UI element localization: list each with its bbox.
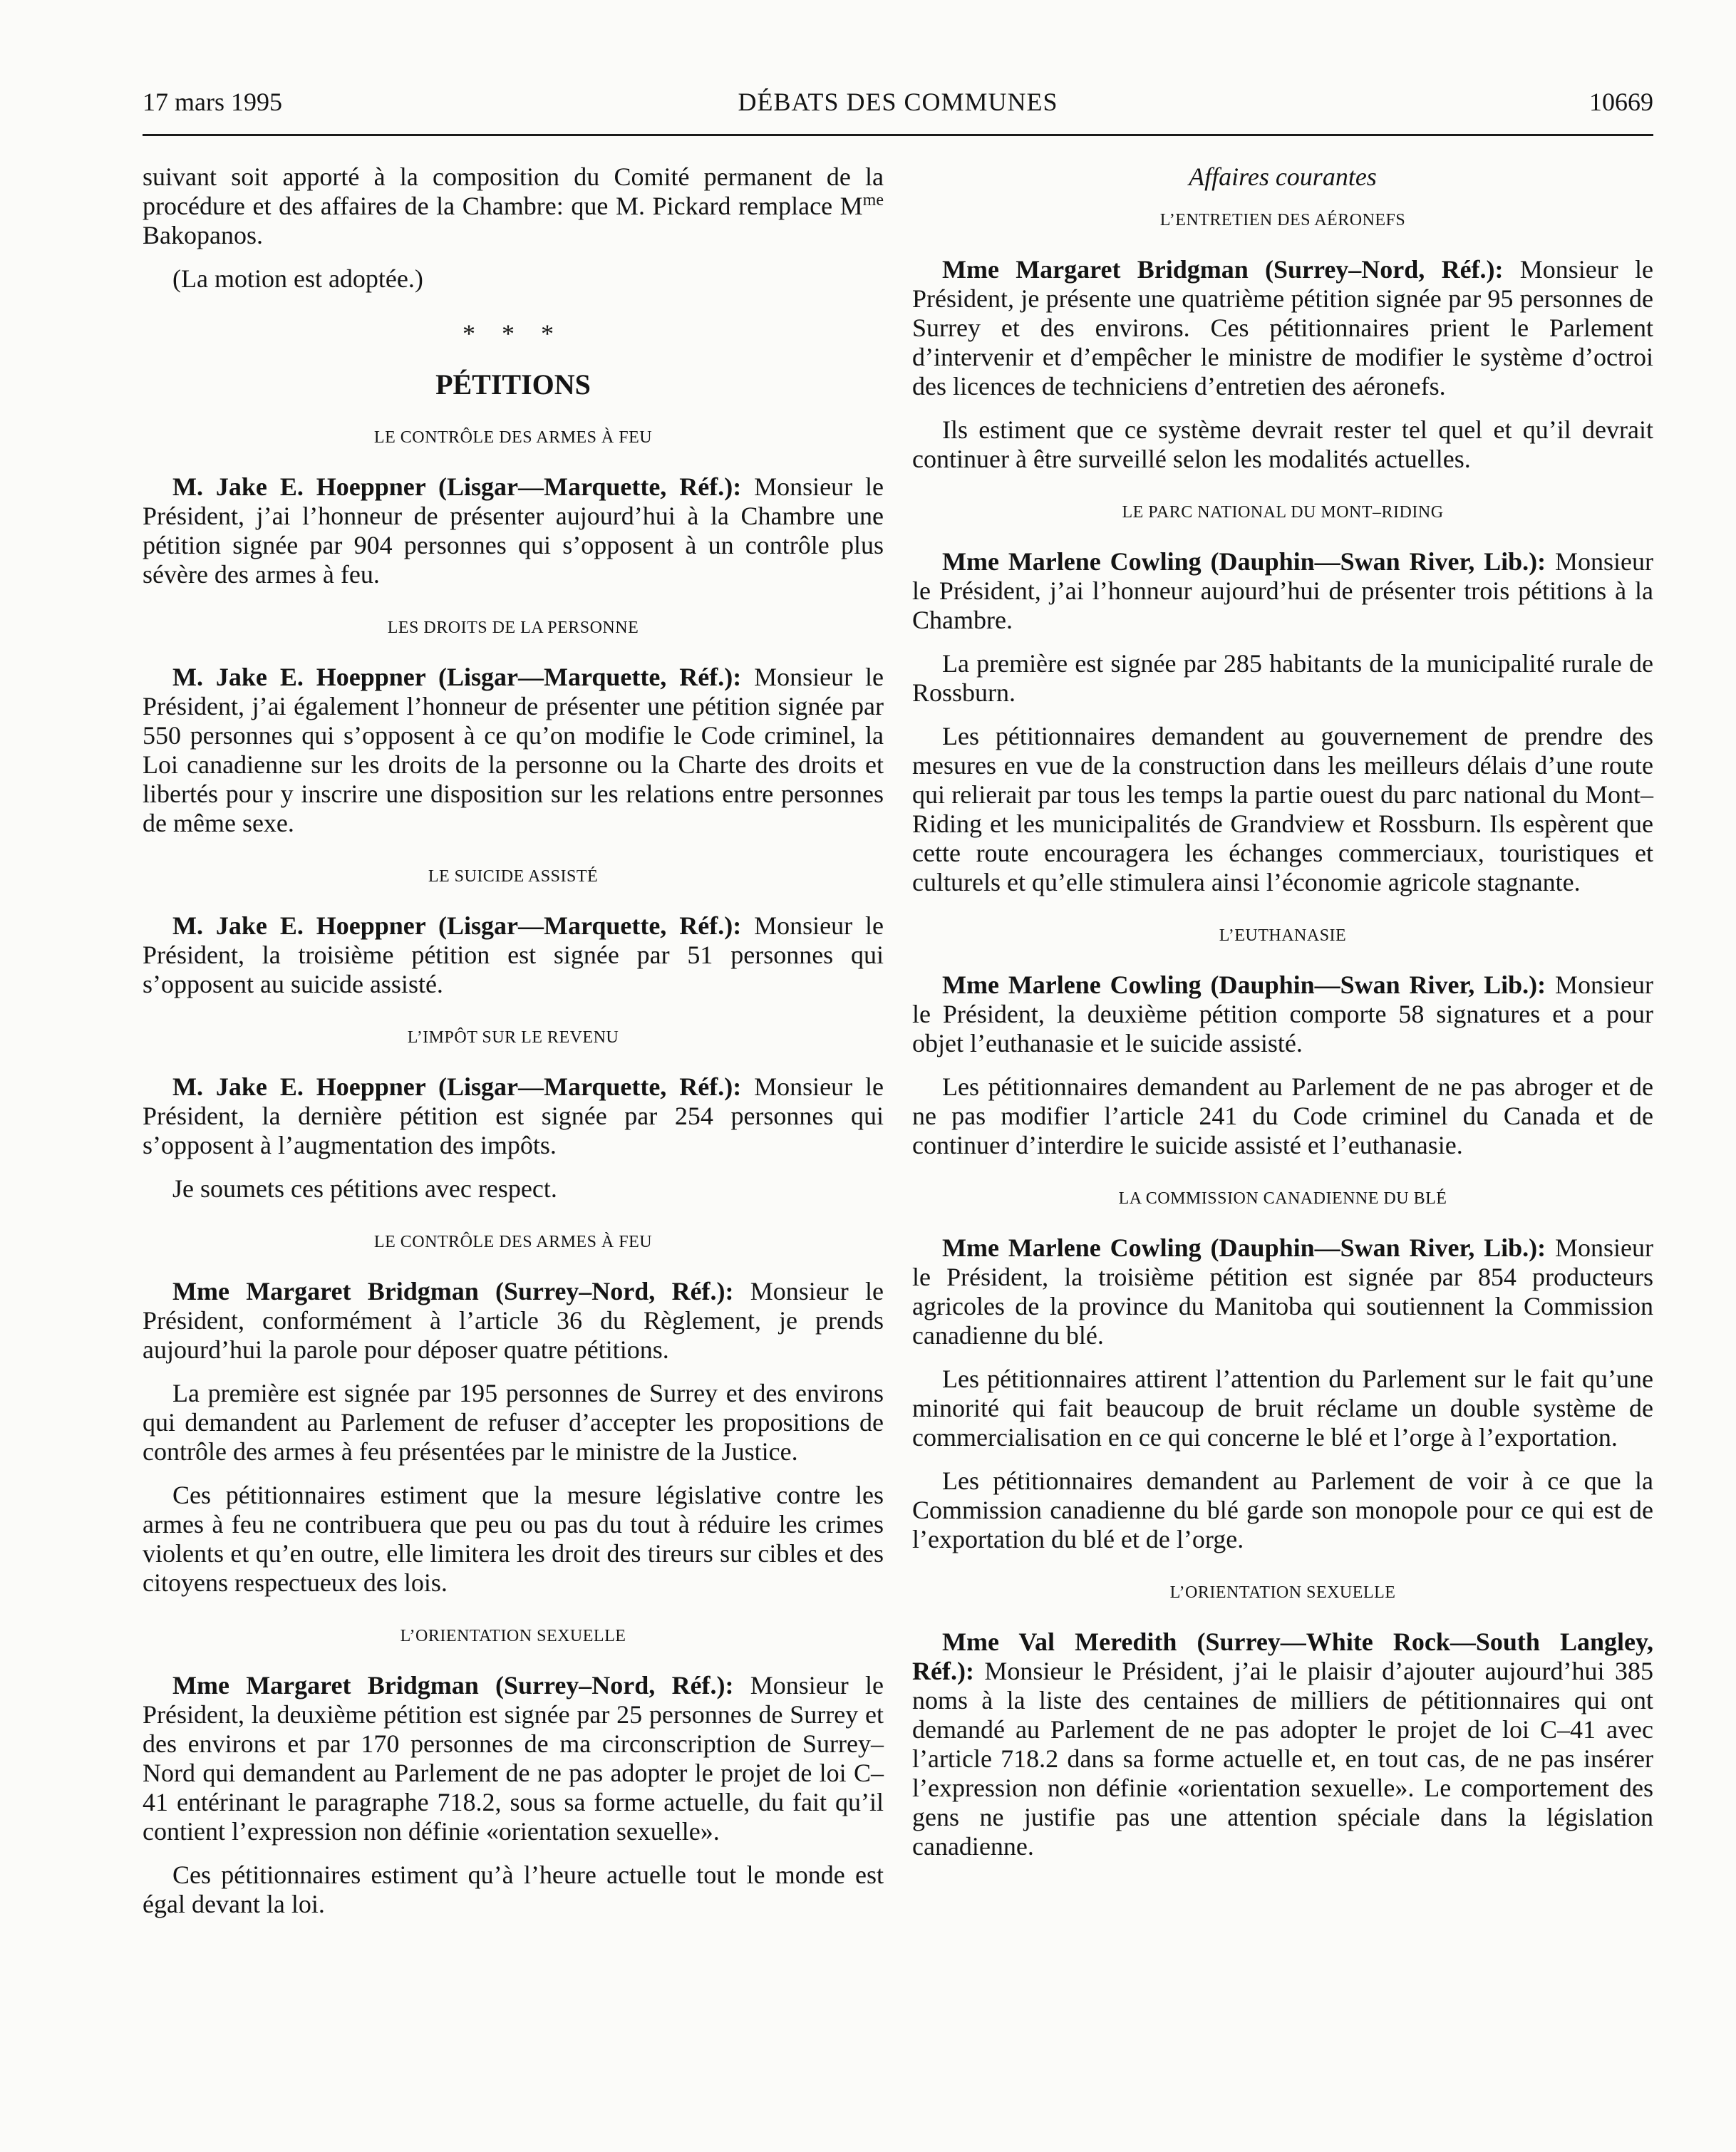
running-section-title: Affaires courantes: [1189, 162, 1377, 191]
subheading: L’ORIENTATION SEXUELLE: [400, 1627, 626, 1645]
subheading: L’ORIENTATION SEXUELLE: [1169, 1583, 1396, 1602]
body-paragraph: La première est signée par 195 personnes de Surrey et des environs qui demandent au Parlement de refuser d’accepter les propositions de contrôle des armes à feu présentées par le ministre de la Justice.: [143, 1379, 884, 1466]
subheading: LA COMMISSION CANADIENNE DU BLÉ: [1118, 1189, 1447, 1208]
petition-paragraph: Mme Margaret Bridgman (Surrey–Nord, Réf.): Monsieur le Président, la deuxième pétition est signée par 25 personnes de Surrey et des environs et par 170 personnes de ma circonscription de Surrey–Nord qui demandent au Parlement de ne pas adopter le projet de loi C–41 entérinant le paragraphe 718.2, sous sa forme actuelle, du fait qu’il contient l’expression non définie «orientation sexuelle».: [143, 1671, 884, 1846]
subheading: L’IMPÔT SUR LE REVENU: [407, 1028, 619, 1047]
subheading: LE PARC NATIONAL DU MONT–RIDING: [1122, 503, 1444, 522]
header-title: DÉBATS DES COMMUNES: [738, 88, 1058, 116]
subheading: LE CONTRÔLE DES ARMES À FEU: [373, 1233, 653, 1251]
subheading: L’ENTRETIEN DES AÉRONEFS: [1159, 211, 1406, 229]
section-title: PÉTITIONS: [435, 368, 591, 400]
petition-paragraph: Mme Marlene Cowling (Dauphin—Swan River, Lib.): Monsieur le Président, la deuxième pétition comporte 58 signatures et a pour objet l’euthanasie et le suicide assisté.: [912, 971, 1653, 1057]
petition-paragraph: M. Jake E. Hoeppner (Lisgar—Marquette, Réf.): Monsieur le Président, j’ai également l’honneur de présenter une pétition signée par 550 personnes qui s’opposent à ce qu’on modifie le Code criminel, la Loi canadienne sur les droits de la personne ou la Charte des droits et libertés pour y inscrire une disposition sur les relations entre personnes de même sexe.: [143, 663, 884, 837]
left-column: [143, 162, 884, 1933]
speaker-name: Mme Val Meredith (Surrey—White Rock—South Langley, Réf.):: [912, 1628, 1653, 1685]
speaker-name: Mme Marlene Cowling (Dauphin—Swan River, Lib.):: [942, 971, 1546, 999]
body-paragraph: Les pétitionnaires demandent au gouvernement de prendre des mesures en vue de la construction dans les meilleurs délais d’une route qui relierait par tous les temps la partie ouest du parc national du Mont–Riding et les municipalités de Grandview et Rossburn. Ils espèrent que cette route encouragera les échanges commerciaux, touristiques et culturels et qu’elle stimulera ainsi l’économie agricole stagnante.: [912, 722, 1653, 896]
body-paragraph: Les pétitionnaires demandent au Parlement de ne pas abroger et de ne pas modifier l’article 241 du Code criminel du Canada et de continuer d’interdire le suicide assisté et l’euthanasie.: [912, 1072, 1653, 1159]
subheading: LE CONTRÔLE DES ARMES À FEU: [373, 428, 653, 447]
body-paragraph: Ces pétitionnaires estiment que la mesure législative contre les armes à feu ne contribuera que peu ou pas du tout à réduire les crimes violents et qu’en outre, elle limitera les droit des tireurs sur cibles et des citoyens respectueux des lois.: [143, 1481, 884, 1597]
header-date: 17 mars 1995: [143, 88, 282, 116]
speaker-name: Mme Marlene Cowling (Dauphin—Swan River, Lib.):: [942, 547, 1546, 576]
motion-adopted: (La motion est adoptée.): [172, 264, 423, 293]
speaker-name: Mme Margaret Bridgman (Surrey–Nord, Réf.):: [172, 1671, 734, 1700]
subheading: LES DROITS DE LA PERSONNE: [387, 619, 639, 637]
petition-paragraph: M. Jake E. Hoeppner (Lisgar—Marquette, Réf.): Monsieur le Président, la dernière pétition est signée par 254 personnes qui s’opposent à l’augmentation des impôts.: [143, 1072, 884, 1159]
body-paragraph: Je soumets ces pétitions avec respect.: [172, 1174, 557, 1203]
speaker-name: Mme Margaret Bridgman (Surrey–Nord, Réf.):: [172, 1277, 734, 1305]
section-separator: * * *: [463, 319, 564, 348]
page-header: [143, 77, 1653, 136]
speaker-name: M. Jake E. Hoeppner (Lisgar—Marquette, Réf.):: [172, 1072, 742, 1101]
petition-paragraph: Mme Val Meredith (Surrey—White Rock—South Langley, Réf.): Monsieur le Président, j’ai le plaisir d’ajouter aujourd’hui 385 noms à la liste des centaines de milliers de pétitionnaires qui ont demandé au Parlement de ne pas adopter le projet de loi C–41 avec l’article 718.2 dans sa forme actuelle et, en tout cas, de ne pas insérer l’expression non définie «orientation sexuelle». Le comportement des gens ne justifie pas une attention spéciale dans la législation canadienne.: [912, 1628, 1653, 1861]
body-paragraph: La première est signée par 285 habitants de la municipalité rurale de Rossburn.: [912, 649, 1653, 707]
body-paragraph: Ces pétitionnaires estiment qu’à l’heure actuelle tout le monde est égal devant la loi.: [143, 1861, 884, 1918]
body-paragraph: Les pétitionnaires demandent au Parlement de voir à ce que la Commission canadienne du blé garde son monopole pour ce qui est de l’exportation du blé et de l’orge.: [912, 1466, 1653, 1553]
petition-paragraph: Mme Marlene Cowling (Dauphin—Swan River, Lib.): Monsieur le Président, j’ai l’honneur aujourd’hui de présenter trois pétitions à la Chambre.: [912, 547, 1653, 634]
speaker-name: M. Jake E. Hoeppner (Lisgar—Marquette, Réf.):: [172, 911, 742, 940]
speaker-name: M. Jake E. Hoeppner (Lisgar—Marquette, Réf.):: [172, 472, 742, 501]
subheading: LE SUICIDE ASSISTÉ: [428, 867, 599, 886]
header-page-number: 10669: [1589, 88, 1653, 116]
subheading: L’EUTHANASIE: [1219, 926, 1347, 945]
petition-paragraph: Mme Margaret Bridgman (Surrey–Nord, Réf.): Monsieur le Président, je présente une quatrième pétition signée par 95 personnes de Surrey et des environs. Ces pétitionnaires prient le Parlement d’intervenir et d’empêcher le ministre de modifier le système d’octroi des licences de techniciens d’entretien des aéronefs.: [912, 255, 1653, 400]
petition-paragraph: Mme Marlene Cowling (Dauphin—Swan River, Lib.): Monsieur le Président, la troisième pétition est signée par 854 producteurs agricoles de la province du Manitoba qui soutiennent la Commission canadienne du blé.: [912, 1233, 1653, 1350]
body-paragraph: Ils estiment que ce système devrait rester tel quel et qu’il devrait continuer à être surveillé selon les modalités actuelles.: [912, 415, 1653, 473]
speaker-name: Mme Marlene Cowling (Dauphin—Swan River, Lib.):: [942, 1233, 1546, 1262]
petition-paragraph: M. Jake E. Hoeppner (Lisgar—Marquette, Réf.): Monsieur le Président, j’ai l’honneur de présenter aujourd’hui à la Chambre une pétition signée par 904 personnes qui s’opposent à un contrôle plus sévère des armes à feu.: [143, 472, 884, 589]
petition-paragraph: M. Jake E. Hoeppner (Lisgar—Marquette, Réf.): Monsieur le Président, la troisième pétition est signée par 51 personnes qui s’opposent au suicide assisté.: [143, 911, 884, 998]
right-column: [912, 162, 1653, 1876]
petition-paragraph: Mme Margaret Bridgman (Surrey–Nord, Réf.): Monsieur le Président, conformément à l’article 36 du Règlement, je prends aujourd’hui la parole pour déposer quatre pétitions.: [143, 1277, 884, 1364]
speaker-name: Mme Margaret Bridgman (Surrey–Nord, Réf.):: [942, 255, 1504, 284]
intro-paragraph: suivant soit apporté à la composition du Comité permanent de la procédure et des affaires de la Chambre: que M. Pickard remplace $M^{me}$ Bakopanos.: [143, 162, 884, 249]
speaker-name: M. Jake E. Hoeppner (Lisgar—Marquette, Réf.):: [172, 663, 742, 691]
body-paragraph: Les pétitionnaires attirent l’attention du Parlement sur le fait qu’une minorité qui fait beaucoup de bruit réclame un double système de commercialisation en ce qui concerne le blé et l’orge à l’exportation.: [912, 1365, 1653, 1452]
